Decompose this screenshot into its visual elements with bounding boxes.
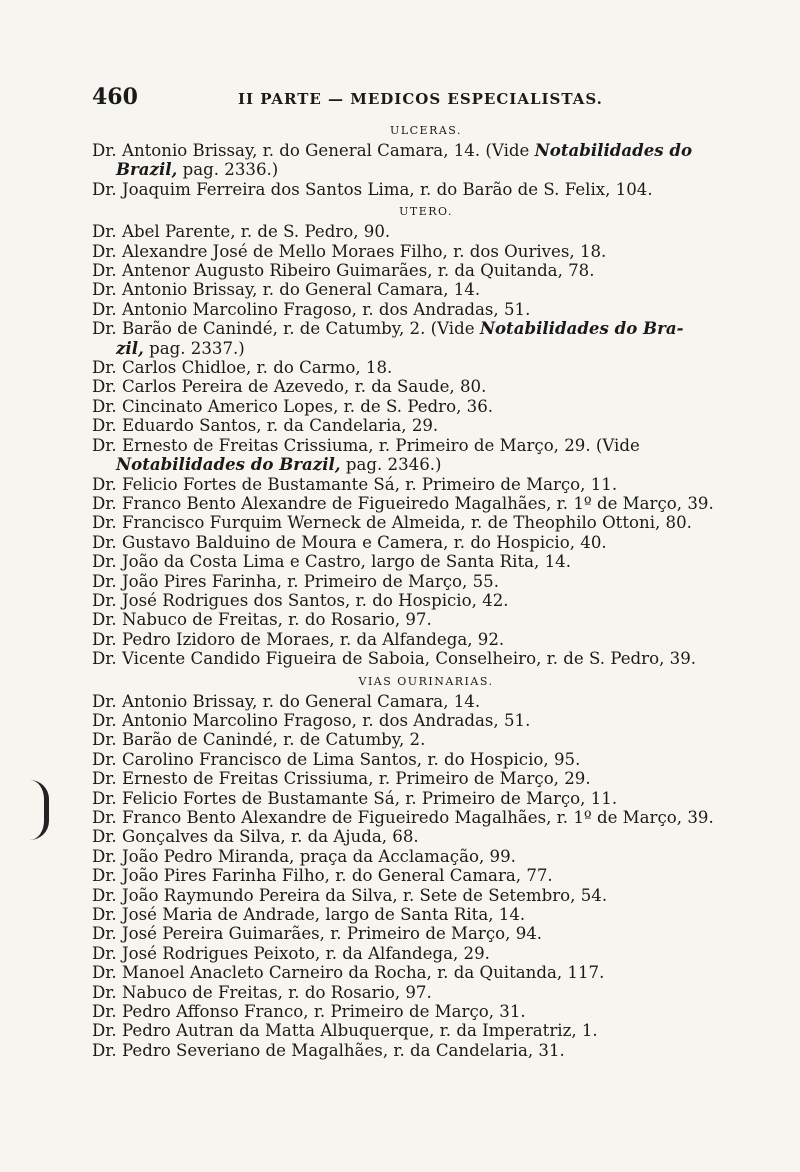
directory-entry: Dr. Felicio Fortes de Bustamante Sá, r. Primeiro de Março, 11. [92,474,618,494]
directory-entry: Dr. Carolino Francisco de Lima Santos, r. do Hospicio, 95. [92,749,581,769]
directory-entry: Dr. José Maria de Andrade, largo de Santa Rita, 14. [92,905,526,925]
directory-entry: Dr. Manoel Anacleto Carneiro da Rocha, r. da Quitanda, 117. [92,963,605,983]
directory-entry: Dr. João da Costa Lima e Castro, largo de Santa Rita, 14. [92,552,571,572]
directory-entry: Dr. João Pires Farinha, r. Primeiro de Março, 55. [92,571,499,591]
directory-entry: Dr. Nabuco de Freitas, r. do Rosario, 97. [92,982,432,1002]
section-title: ULCERAS. [390,124,462,137]
directory-entry: Dr. Abel Parente, r. de S. Pedro, 90. [92,222,391,242]
directory-entry: Dr. Franco Bento Alexandre de Figueiredo Magalhães, r. 1º de Março, 39. [92,808,714,827]
binding-mark [30,780,49,840]
directory-entry: Dr. João Raymundo Pereira da Silva, r. Sete de Setembro, 54. [92,885,608,905]
directory-entry: Dr. Barão de Canindé, r. de Catumby, 2. (Vide Notabilidades do Bra- zil, pag. 2337.) [92,318,684,358]
directory-entry: Dr. Francisco Furquim Werneck de Almeida, r. de Theophilo Ottoni, 80. [92,513,692,533]
directory-entry: Dr. Barão de Canindé, r. de Catumby, 2. [92,730,426,750]
directory-entry: Dr. João Pedro Miranda, praça da Acclamação, 99. [92,846,516,866]
directory-entry: Dr. Nabuco de Freitas, r. do Rosario, 97. [92,610,432,630]
directory-entry: Dr. Carlos Chidloe, r. do Carmo, 18. [92,358,393,378]
directory-entry: Dr. Antonio Marcolino Fragoso, r. dos Andradas, 51. [92,299,531,319]
directory-entry: Dr. Vicente Candido Figueira de Saboia, Conselheiro, r. de S. Pedro, 39. [92,649,697,669]
section-title: UTERO. [399,205,453,219]
directory-entry: Dr. Ernesto de Freitas Crissiuma, r. Primeiro de Março, 29. [92,769,591,789]
section-title: VIAS OURINARIAS. [358,674,494,688]
directory-entry: Dr. Antonio Marcolino Fragoso, r. dos Andradas, 51. [92,710,531,730]
running-title: II PARTE — MEDICOS ESPECIALISTAS. [237,90,603,108]
directory-entry: Dr. Pedro Autran da Matta Albuquerque, r. da Imperatriz, 1. [92,1021,598,1041]
directory-entry: Dr. Pedro Severiano de Magalhães, r. da Candelaria, 31. [92,1040,565,1060]
directory-entry: Dr. Gonçalves da Silva, r. da Ajuda, 68. [92,827,419,847]
directory-entry: Dr. Pedro Izidoro de Moraes, r. da Alfandega, 92. [92,629,505,649]
directory-entry: Dr. Antonio Brissay, r. do General Camara, 14. (Vide Notabilidades do Brazil, pag. 2336.) [92,140,693,180]
directory-listing [92,118,740,1060]
directory-entry: Dr. Antonio Brissay, r. do General Camara, 14. [92,280,481,300]
directory-entry: Dr. Antenor Augusto Ribeiro Guimarães, r. da Quitanda, 78. [92,261,595,281]
directory-entry: Dr. Felicio Fortes de Bustamante Sá, r. Primeiro de Março, 11. [92,788,618,808]
directory-entry: Dr. Cincinato Americo Lopes, r. de S. Pedro, 36. [92,396,494,416]
directory-entry: Dr. José Rodrigues dos Santos, r. do Hospicio, 42. [92,590,509,610]
directory-entry: Dr. João Pires Farinha Filho, r. do General Camara, 77. [92,866,553,886]
page-number: 460 [92,84,138,110]
directory-entry: Dr. Alexandre José de Mello Moraes Filho, r. dos Ourives, 18. [92,241,607,261]
directory-entry: Dr. Pedro Affonso Franco, r. Primeiro de Março, 31. [92,1002,526,1022]
directory-entry: Dr. Ernesto de Freitas Crissiuma, r. Primeiro de Março, 29. (Vide Notabilidades do Brazil, pag. 2346.) [92,435,640,475]
directory-entry: Dr. Joaquim Ferreira dos Santos Lima, r. do Barão de S. Felix, 104. [92,179,653,199]
directory-entry: Dr. José Rodrigues Peixoto, r. da Alfandega, 29. [92,943,490,963]
directory-entry: Dr. Carlos Pereira de Azevedo, r. da Saude, 80. [92,377,487,397]
directory-entry: Dr. Eduardo Santos, r. da Candelaria, 29. [92,416,439,436]
directory-entry: Dr. Gustavo Balduino de Moura e Camera, r. do Hospicio, 40. [92,532,607,552]
directory-entry: Dr. José Pereira Guimarães, r. Primeiro de Março, 94. [92,924,543,944]
page-header [92,84,740,110]
directory-entry: Dr. Antonio Brissay, r. do General Camara, 14. [92,691,481,711]
directory-entry: Dr. Franco Bento Alexandre de Figueiredo Magalhães, r. 1º de Março, 39. [92,493,714,513]
